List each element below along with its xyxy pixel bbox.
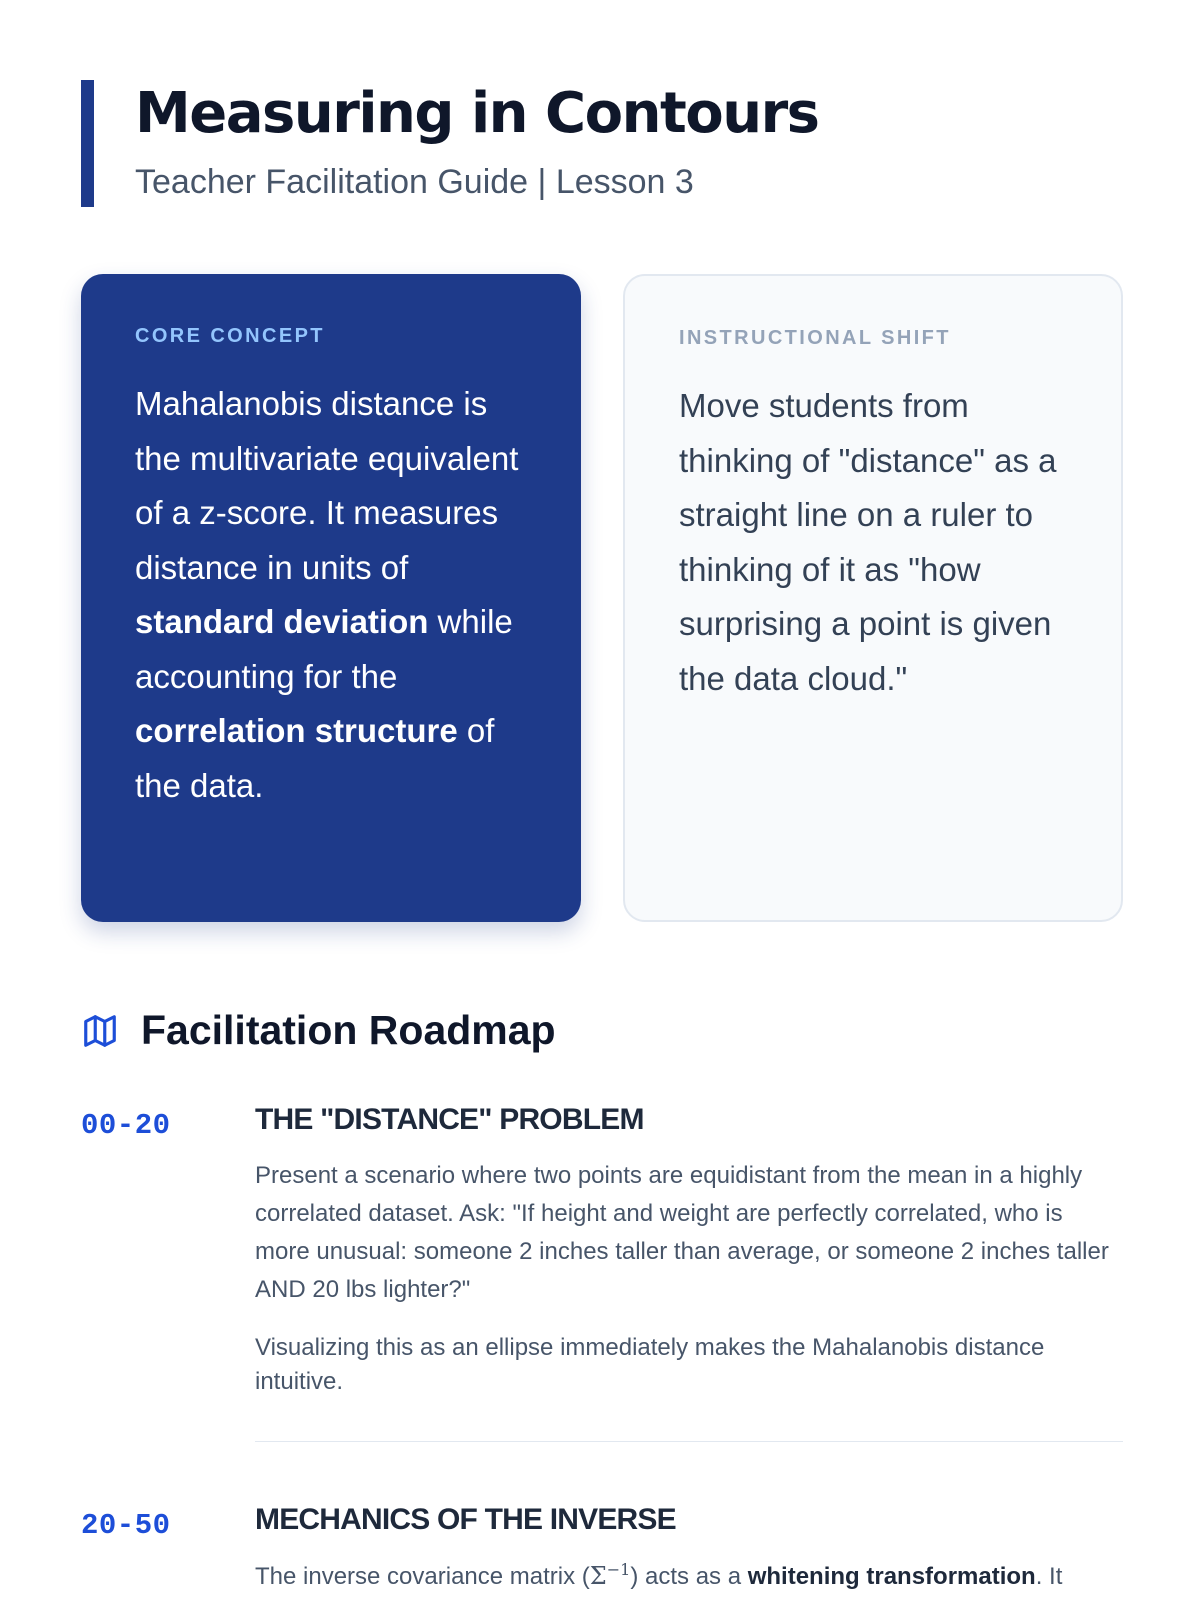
step-paragraph xyxy=(255,1557,1123,1596)
core-concept-label: CORE CONCEPT xyxy=(135,325,325,347)
inverse-exponent: −1 xyxy=(606,1560,631,1579)
instructional-shift-text: Move students from thinking of "distance" as a straight line on a ruler to thinking of it as "how surprising a point is given the data cloud." xyxy=(679,387,1057,697)
map-icon xyxy=(81,1012,119,1050)
step-divider xyxy=(255,1441,1123,1442)
page-title: Measuring in Contours xyxy=(135,81,819,146)
step-time: 00-20 xyxy=(81,1109,171,1142)
core-concept-bold-term: standard deviation xyxy=(135,603,429,640)
core-concept-text-part: while accounting for the xyxy=(135,603,513,695)
step-text-part: The inverse covariance matrix ( xyxy=(255,1563,590,1590)
step-content xyxy=(255,1105,1123,1442)
core-concept-card xyxy=(81,274,581,922)
core-concept-text-part: of the data. xyxy=(135,712,495,804)
step-text-part: ) acts as a xyxy=(630,1563,748,1590)
step-paragraph: Present a scenario where two points are equidistant from the mean in a highly correlated dataset. Ask: "If height and weight are perfectly correlated, who is more unusual: someone 2 inches taller than average, or someone 2 inches taller AND 20 lbs lighter?" xyxy=(255,1162,1109,1303)
step-bold-term: whitening transformation xyxy=(747,1563,1036,1590)
step-heading: THE "DISTANCE" PROBLEM xyxy=(255,1103,644,1136)
sigma-symbol xyxy=(590,1562,631,1590)
roadmap-heading xyxy=(81,1007,556,1053)
core-concept-text xyxy=(135,377,527,813)
roadmap-title: Facilitation Roadmap xyxy=(141,1007,556,1053)
step-paragraph: Visualizing this as an ellipse immediately makes the Mahalanobis distance intuitive. xyxy=(255,1334,1045,1395)
step-heading: MECHANICS OF THE INVERSE xyxy=(255,1503,676,1536)
core-concept-bold-term: correlation structure xyxy=(135,712,458,749)
step-text-part: . It xyxy=(1035,1563,1063,1590)
page-subtitle: Teacher Facilitation Guide | Lesson 3 xyxy=(135,163,694,201)
sigma-glyph: Σ xyxy=(589,1562,607,1590)
page-header xyxy=(81,80,819,207)
step-content xyxy=(255,1505,1123,1596)
step-time: 20-50 xyxy=(81,1509,171,1542)
instructional-shift-card xyxy=(623,274,1123,922)
instructional-shift-label: INSTRUCTIONAL SHIFT xyxy=(679,327,951,349)
core-concept-text-part: Mahalanobis distance is the multivariate equivalent of a z-score. It measures distance in units of xyxy=(135,385,519,586)
concept-cards xyxy=(81,274,1123,922)
